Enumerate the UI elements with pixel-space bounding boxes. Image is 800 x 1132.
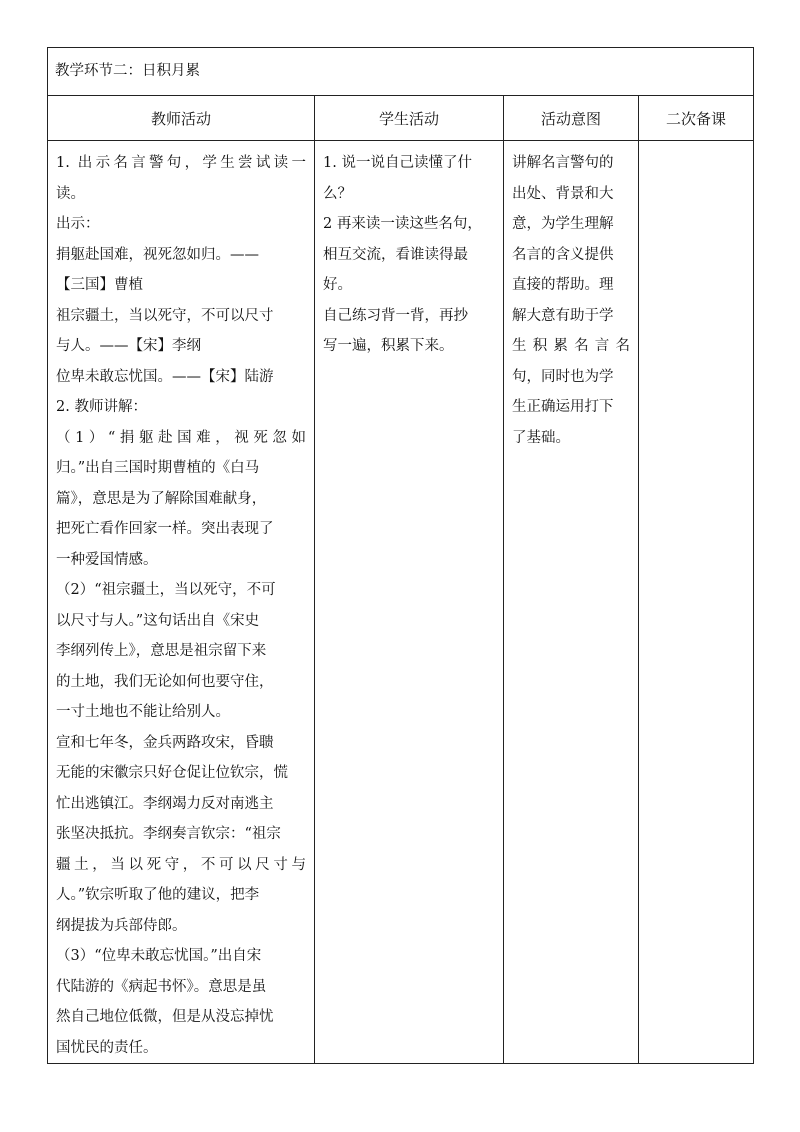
text-line: 以尺寸与人。”这句话出自《宋史 [56,612,260,629]
second-prep-cell [639,141,754,1064]
text-line: 张坚决抵抗。李纲奏言钦宗：“祖宗 [56,826,281,842]
text-line: 出示： [56,216,100,232]
text-line: 生正确运用打下 [512,399,614,415]
text-line: 2. 教师讲解： [56,399,147,415]
second-prep-text [639,141,753,148]
text-line: 忙出逃镇江。李纲竭力反对南逃主 [56,795,274,812]
student-activity-cell [315,141,504,1064]
text-line: （2）“祖宗疆土，当以死守，不可 [56,582,276,598]
text-line: 一寸土地也不能让给别人。 [56,704,230,720]
text-line: 纲提拔为兵部侍郎。 [56,917,187,934]
header-row [48,96,754,141]
text-line: 位卑未敢忘忧国。——【宋】陆游 [56,368,274,385]
text-line: 读。 [56,185,85,202]
text-line: 捐躯赴国难，视死忽如归。—— [56,246,259,263]
text-line: 归。”出自三国时期曹植的《白马 [56,460,260,476]
text-line: 代陆游的《病起书怀》。意思是虽 [56,978,267,995]
text-line: 祖宗疆土，当以死守，不可以尺寸 [56,307,274,324]
header-activity-intent: 活动意图 [504,96,639,141]
text-line: 的土地，我们无论如何也要守住， [56,673,274,690]
text-line: （3）“位卑未敢忘忧国。”出自宋 [56,948,262,964]
text-line: 相互交流，看谁读得最 [323,246,468,263]
text-line: 写一遍，积累下来。 [323,338,454,354]
text-line: 国忧民的责任。 [56,1039,158,1056]
text-line: 1. 说一说自己读懂了什 [323,155,472,171]
header-second-prep: 二次备课 [639,96,754,141]
section-title: 教学环节二：日积月累 [55,63,200,79]
section-title-cell [48,48,754,96]
text-line: 句，同时也为学 [512,368,614,385]
text-line: 【三国】曹植 [56,277,143,293]
text-line: （1）“捐躯赴国难，视死忽如 [56,429,306,446]
text-line: 人。”钦宗听取了他的建议，把李 [56,887,260,903]
student-activity-text [315,141,503,362]
activity-intent-cell [504,141,639,1064]
text-line: 名言的含义提供 [512,246,614,263]
text-line: 生积累名言名 [512,338,630,354]
text-line: 出处、背景和大 [512,185,614,202]
activity-intent-text [504,141,638,453]
text-line: 一种爱国情感。 [56,551,158,568]
teacher-activity-cell [48,141,315,1064]
text-line: 宣和七年冬，金兵两路攻宋，昏聩 [56,734,274,751]
text-line: 然自己地位低微，但是从没忘掉忧 [56,1009,274,1025]
text-line: 与人。——【宋】李纲 [56,338,201,354]
text-line: 1. 出示名言警句，学生尝试读一 [56,155,306,171]
text-line: 么？ [323,185,352,202]
text-line: 篇》，意思是为了解除国难献身， [56,490,267,507]
text-line: 李纲列传上》，意思是祖宗留下来 [56,643,267,659]
text-line: 直接的帮助。理 [512,277,614,293]
text-line: 意，为学生理解 [512,216,614,232]
body-row [48,141,754,1064]
text-line: 讲解名言警句的 [512,155,614,171]
lesson-plan-table [47,47,754,1064]
text-line: 自己练习背一背，再抄 [323,307,468,324]
section-title-row [48,48,754,96]
text-line: 无能的宋徽宗只好仓促让位钦宗，慌 [56,765,288,781]
text-line: 2 再来读一读这些名句， [323,216,482,232]
text-line: 把死亡看作回家一样。突出表现了 [56,521,274,537]
teacher-activity-text [48,141,314,1063]
header-teacher-activity: 教师活动 [48,96,315,141]
header-student-activity: 学生活动 [315,96,504,141]
text-line: 好。 [323,277,352,293]
text-line: 解大意有助于学 [512,307,614,324]
text-line: 了基础。 [512,429,570,446]
text-line: 疆土，当以死守，不可以尺寸与 [56,856,306,873]
